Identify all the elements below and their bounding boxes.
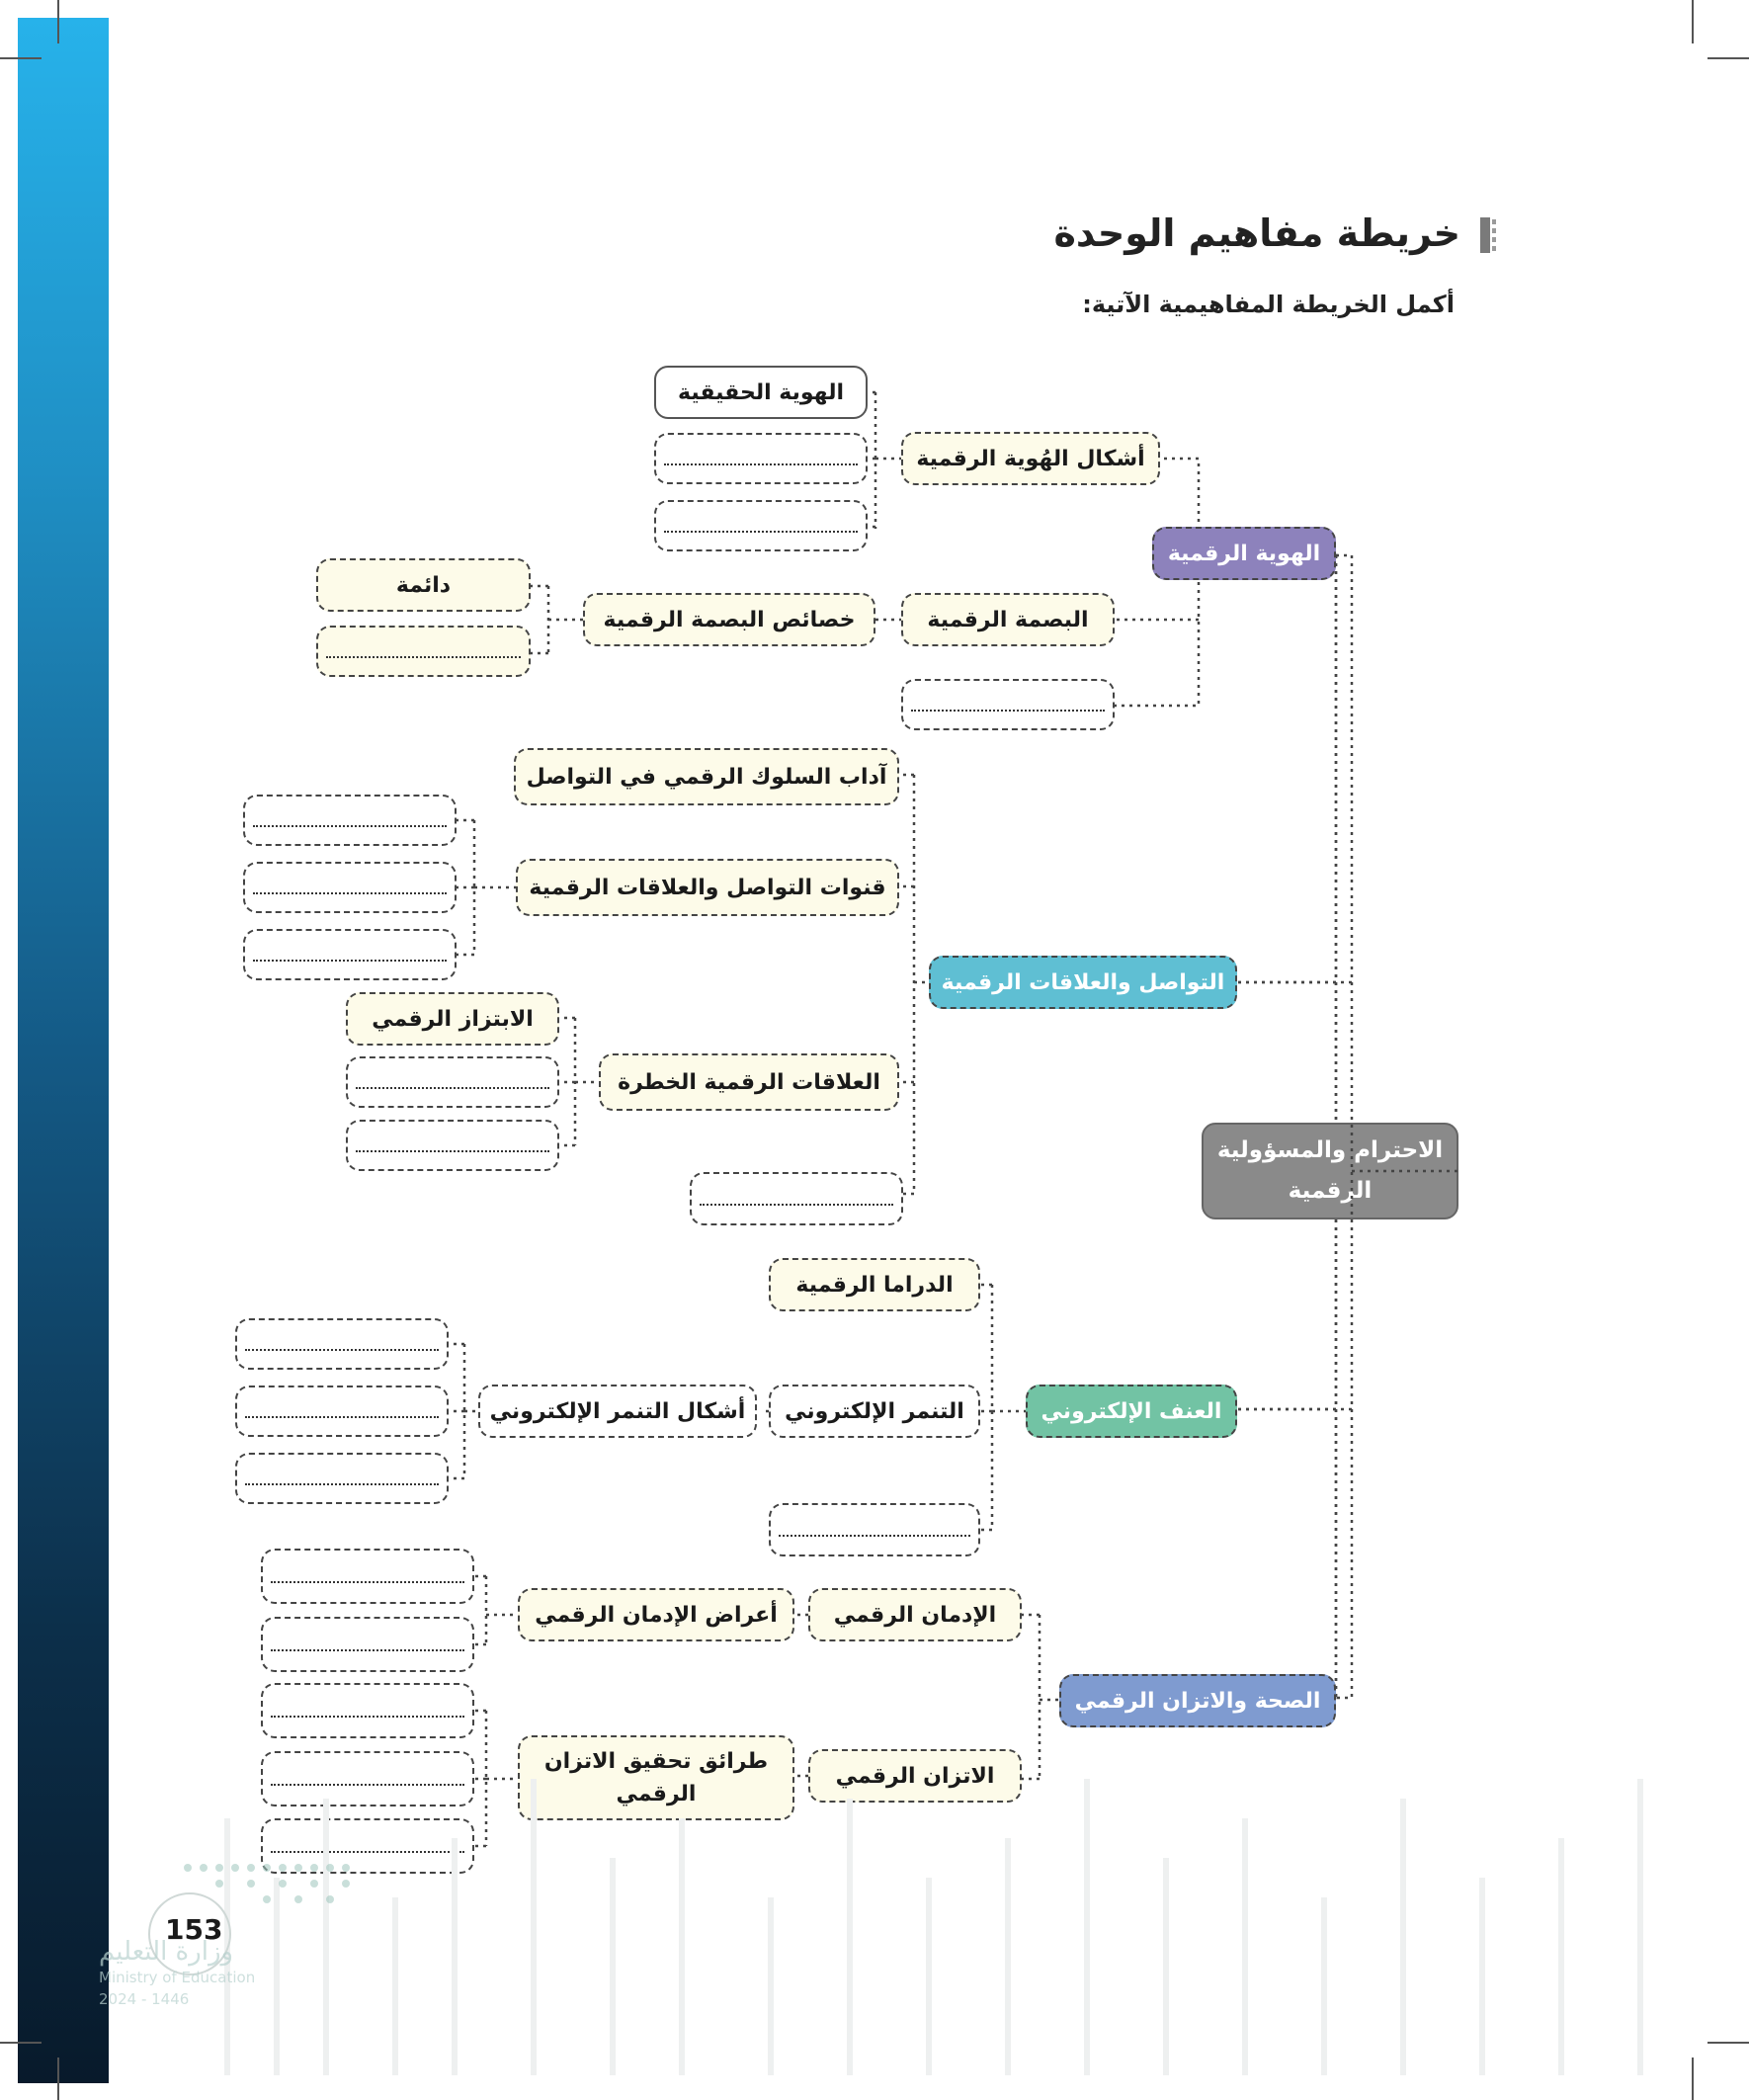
digital-footprint-box: البصمة الرقمية — [901, 593, 1115, 646]
digital-identity-node: الهوية الرقمية — [1152, 527, 1336, 580]
page-title: خريطة مفاهيم الوحدة — [1053, 211, 1460, 255]
balance-ways-box: طرائق تحقيق الاتزان الرقمي — [518, 1735, 794, 1820]
communication-node: التواصل والعلاقات الرقمية — [929, 956, 1237, 1009]
bullying-forms-box: أشكال التنمر الإلكتروني — [478, 1385, 757, 1438]
digital-addiction-box: الإدمان الرقمي — [808, 1588, 1022, 1641]
footprint-traits-box: خصائص البصمة الرقمية — [583, 593, 875, 646]
permanent-trait-box: دائمة — [316, 558, 531, 612]
digital-drama-box: الدراما الرقمية — [769, 1258, 980, 1311]
real-identity-box: الهوية الحقيقية — [654, 366, 868, 419]
ministry-name-en: Ministry of Education — [99, 1969, 256, 1986]
digital-balance-box: الاتزان الرقمي — [808, 1749, 1022, 1803]
cyberbullying-box: التنمر الإلكتروني — [769, 1385, 980, 1438]
extortion-box: الابتزاز الرقمي — [346, 992, 559, 1046]
health-balance-node: الصحة والاتزان الرقمي — [1059, 1674, 1336, 1727]
addiction-symptoms-box: أعراض الإدمان الرقمي — [518, 1588, 794, 1641]
page-number: 153 — [165, 1913, 223, 1946]
ministry-name-ar: وزارة التعليم — [99, 1937, 234, 1967]
dangerous-relations-box: العلاقات الرقمية الخطرة — [599, 1053, 899, 1111]
identity-forms-box: أشكال الهُوية الرقمية — [901, 432, 1160, 485]
violence-node: العنف الإلكتروني — [1026, 1385, 1237, 1438]
etiquette-box: آداب السلوك الرقمي في التواصل — [514, 748, 899, 805]
page-instruction: أكمل الخريطة المفاهيمية الآتية: — [1082, 291, 1455, 318]
channels-box: قنوات التواصل والعلاقات الرقمية — [516, 859, 899, 916]
edition-year: 2024 - 1446 — [99, 1990, 190, 2008]
root-node: الاحترام والمسؤولية الرقمية — [1202, 1123, 1458, 1219]
trunk-spine — [1336, 555, 1352, 1698]
watermark-pattern — [217, 1759, 1700, 2085]
